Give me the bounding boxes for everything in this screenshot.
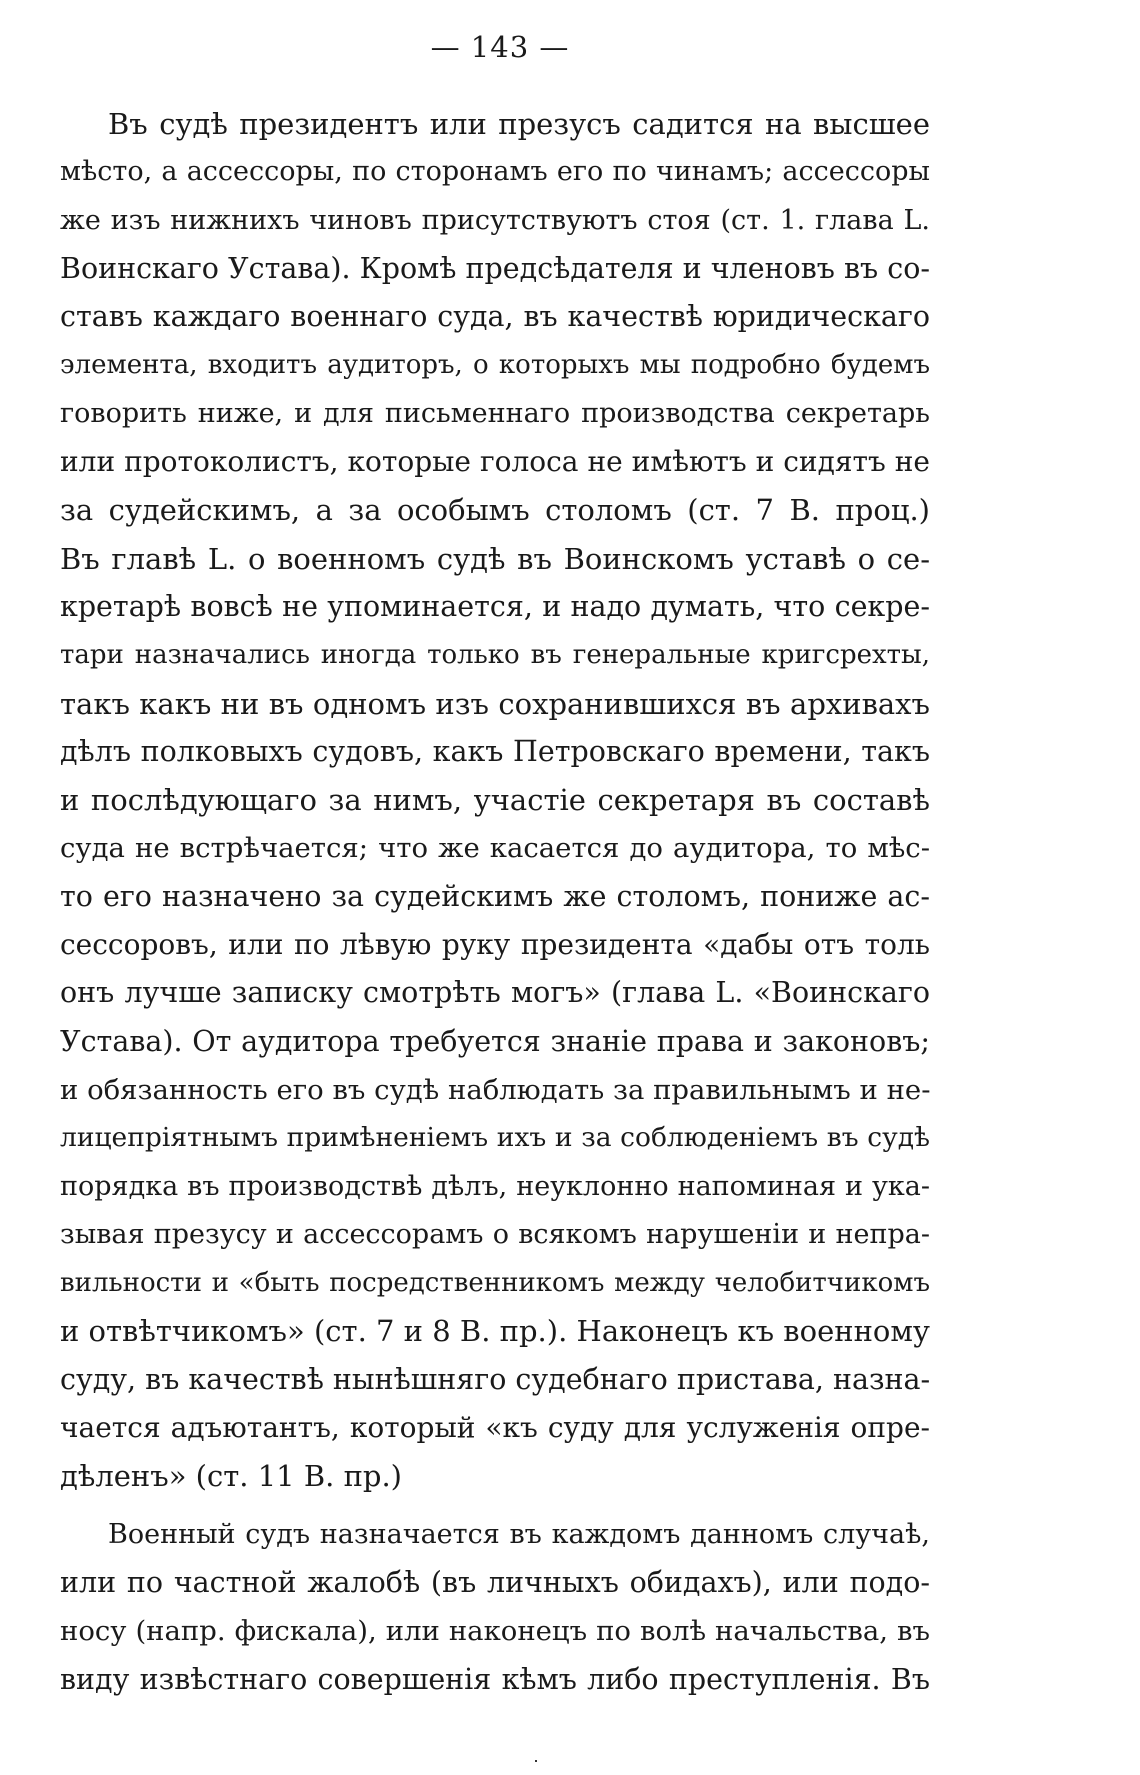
- text-line: суду, въ качествѣ нынѣшняго судебнаго пристава, назна-: [60, 1362, 930, 1396]
- text-line: говорить ниже, и для письменнаго производства секретарь: [60, 397, 930, 429]
- text-line: и отвѣтчикомъ» (ст. 7 и 8 В. пр.). Наконецъ къ военному: [60, 1314, 930, 1349]
- text-line: кретарѣ вовсѣ не упоминается, и надо думать, что секре-: [60, 589, 930, 623]
- text-line: тари назначались иногда только въ генеральные кригсрехты,: [60, 640, 930, 671]
- text-line: же изъ нижнихъ чиновъ присутствуютъ стоя (ст. 1. глава L.: [60, 204, 930, 236]
- print-speck: [535, 1760, 537, 1762]
- text-line: такъ какъ ни въ одномъ изъ сохранившихся въ архивахъ: [60, 686, 930, 721]
- text-line: дѣленъ» (ст. 11 В. пр.): [60, 1459, 402, 1494]
- text-line: дѣлъ полковыхъ судовъ, какъ Петровскаго времени, такъ: [60, 734, 930, 768]
- text-line: или по частной жалобѣ (въ личныхъ обидахъ), или подо-: [60, 1565, 930, 1599]
- text-line: сессоровъ, или по лѣвую руку президента «дабы отъ толь: [60, 928, 930, 962]
- page-number: — 143 —: [430, 30, 570, 64]
- text-line: онъ лучше записку смотрѣть могъ» (глава L. «Воинскаго: [60, 976, 930, 1010]
- paragraph-1: [60, 100, 930, 1501]
- body-text: [60, 100, 930, 1704]
- text-line: или протоколистъ, которые голоса не имѣютъ и сидятъ не: [60, 445, 930, 479]
- text-line: зывая презусу и ассессорамъ о всякомъ нарушеніи и непра-: [60, 1218, 930, 1250]
- text-line: носу (напр. фискала), или наконецъ по волѣ начальства, въ: [60, 1615, 930, 1648]
- text-line: вильности и «быть посредственникомъ между челобитчикомъ: [60, 1268, 930, 1299]
- text-line: и послѣдующаго за нимъ, участіе секретаря въ составѣ: [60, 783, 930, 818]
- text-line: Военный судъ назначается въ каждомъ данномъ случаѣ,: [108, 1518, 930, 1550]
- text-line: Воинскаго Устава). Кромѣ предсѣдателя и членовъ въ со-: [60, 251, 930, 285]
- text-line: мѣсто, а ассессоры, по сторонамъ его по чинамъ; ассессоры: [60, 156, 930, 188]
- text-line: элемента, входитъ аудиторъ, о которыхъ мы подробно будемъ: [60, 350, 930, 381]
- text-line: Въ главѣ L. о военномъ судѣ въ Воинскомъ уставѣ о се-: [60, 541, 930, 576]
- text-line: Въ судѣ президентъ или презусъ садится на высшее: [108, 107, 930, 141]
- text-line: лицепріятнымъ примѣненіемъ ихъ и за соблюденіемъ въ судѣ: [60, 1122, 930, 1154]
- text-line: и обязанность его въ судѣ наблюдать за правильнымъ и не-: [60, 1073, 930, 1106]
- text-line: то его назначено за судейскимъ же столомъ, пониже ас-: [60, 879, 930, 913]
- text-line: ставъ каждаго военнаго суда, въ качествѣ юридическаго: [60, 300, 930, 334]
- text-line: Устава). От аудитора требуется знаніе права и законовъ;: [60, 1024, 930, 1058]
- text-line: чается адъютантъ, который «къ суду для услуженія опре-: [60, 1411, 930, 1445]
- text-line: суда не встрѣчается; что же касается до аудитора, то мѣс-: [60, 832, 930, 865]
- text-line: порядка въ производствѣ дѣлъ, неуклонно напоминая и ука-: [60, 1170, 930, 1202]
- paragraph-2: [60, 1511, 930, 1704]
- text-line: за судейскимъ, а за особымъ столомъ (ст. 7 В. проц.): [60, 493, 930, 528]
- text-line: виду извѣстнаго совершенія кѣмъ либо преступленія. Въ: [60, 1662, 930, 1696]
